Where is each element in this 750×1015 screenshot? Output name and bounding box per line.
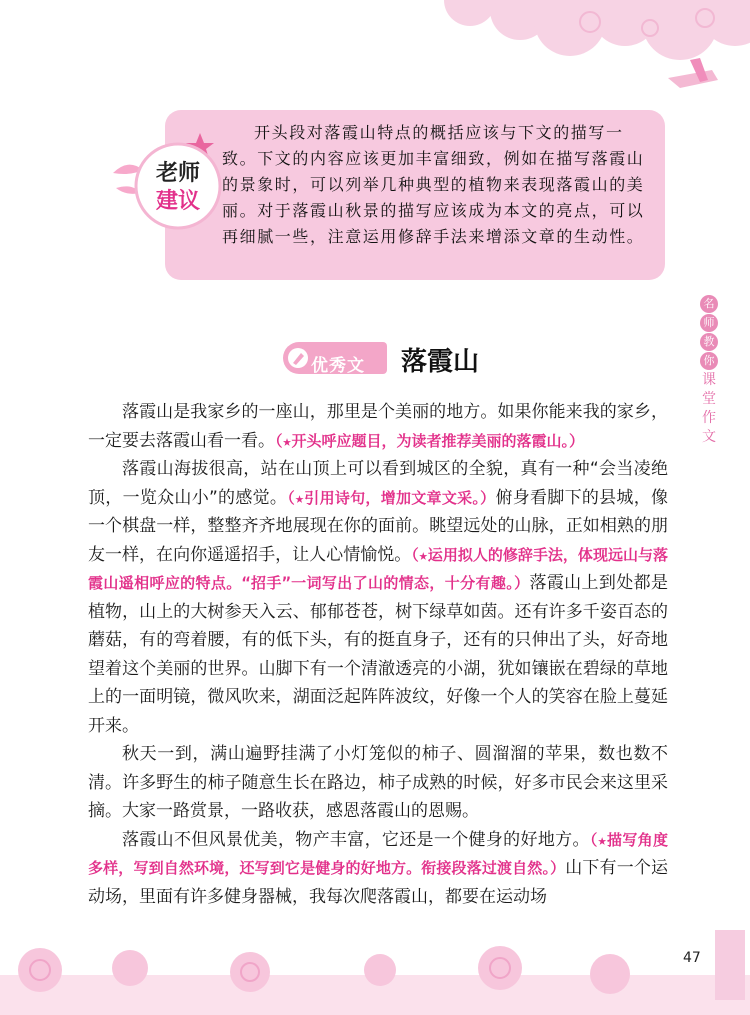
teacher-advice-text [222,120,652,250]
teacher-comment: （★开头呼应题目，为读者推荐美丽的落霞山。） [275,431,585,450]
advice-label-line1: 老师 [155,161,201,186]
section-heading [283,338,583,378]
tag-label: 优秀文 [311,356,365,376]
top-cloud-decoration [0,0,750,110]
excellent-essay-tag [283,342,387,374]
airplane-icon [668,58,718,88]
teacher-comment: （★引用诗句，增加文章文采。） [287,488,496,507]
essay-paragraph [88,398,668,455]
bottom-candy-decoration [0,930,750,1015]
side-tab-circled-char: 教 [700,333,718,351]
side-tab-circled-char: 你 [700,352,718,370]
essay-text: 落霞山上到处都是植物，山上的大树参天入云、郁郁苍苍，树下绿草如茵。还有许多千姿百态的蘑菇，有的弯着腰，有的低下头，有的挺直身子，还有的只伸出了头，好奇地望着这个美丽的世界。山脚下有一个清澈透亮的小湖，犹如镶嵌在碧绿的草地上的一面明镜，微风吹来，湖面泛起阵阵波纹，好像一个人的笑容在脸上蔓延开来。 [88,573,668,736]
advice-label-line2: 建议 [155,189,201,214]
essay-text: 山下有一个运动场，里面有许多健身器械，我每次爬落霞山，都要在运动场 [88,858,668,907]
teacher-comment: （★描写角度多样，写到自然环境，还写到它是健身的好地方。衔接段落过渡自然。） [88,830,668,877]
page-number: 47 [683,950,701,966]
essay-body [88,398,668,911]
side-tab-char: 堂 [702,391,716,407]
pencil-icon [287,347,309,369]
side-tab-circled-char: 师 [700,314,718,332]
essay-paragraph [88,740,668,826]
advice-paragraph: 开头段对落霞山特点的概括应该与下文的描写一致。下文的内容应该更加丰富细致，例如在描写落霞山的景象时，可以列举几种典型的植物来表现落霞山的美丽。对于落霞山秋景的描写应该成为本文的亮点，可以再细腻一些，注意运用修辞手法来增添文章的生动性。 [222,123,645,246]
side-tab-char: 课 [702,372,716,388]
teacher-advice-badge [108,128,228,238]
essay-text: 落霞山不但风景优美，物产丰富，它还是一个健身的好地方。 [122,829,590,850]
teacher-comment: （★运用拟人的修辞手法，体现远山与落霞山遥相呼应的特点。“招手”一词写出了山的情态，十分有趣。） [88,545,668,592]
side-tab-char: 作 [702,410,716,426]
essay-paragraph [88,455,668,740]
essay-text: 秋天一到，满山遍野挂满了小灯笼似的柿子、圆溜溜的苹果，数也数不清。许多野生的柿子随意生长在路边，柿子成熟的时候，好多市民会来这里采摘。大家一路赏景，一路收获，感恩落霞山的恩赐。 [88,744,668,821]
side-tab-circled-char: 名 [700,295,718,313]
essay-text: 落霞山海拔很高，站在山顶上可以看到城区的全貌，真有一种“会当凌绝顶，一览众山小”的感觉。 [88,459,668,508]
side-category-tab [698,295,720,447]
essay-text: 俯身看脚下的县城，像一个棋盘一样，整整齐齐地展现在你的面前。眺望远处的山脉，正如相熟的朋友一样，在向你遥遥招手，让人心情愉悦。 [88,487,668,565]
essay-text: 落霞山是我家乡的一座山，那里是个美丽的地方。如果你能来我的家乡，一定要去落霞山看一看。 [88,402,668,451]
essay-paragraph [88,826,668,912]
essay-title: 落霞山 [401,347,480,377]
side-tab-char: 文 [702,429,716,445]
